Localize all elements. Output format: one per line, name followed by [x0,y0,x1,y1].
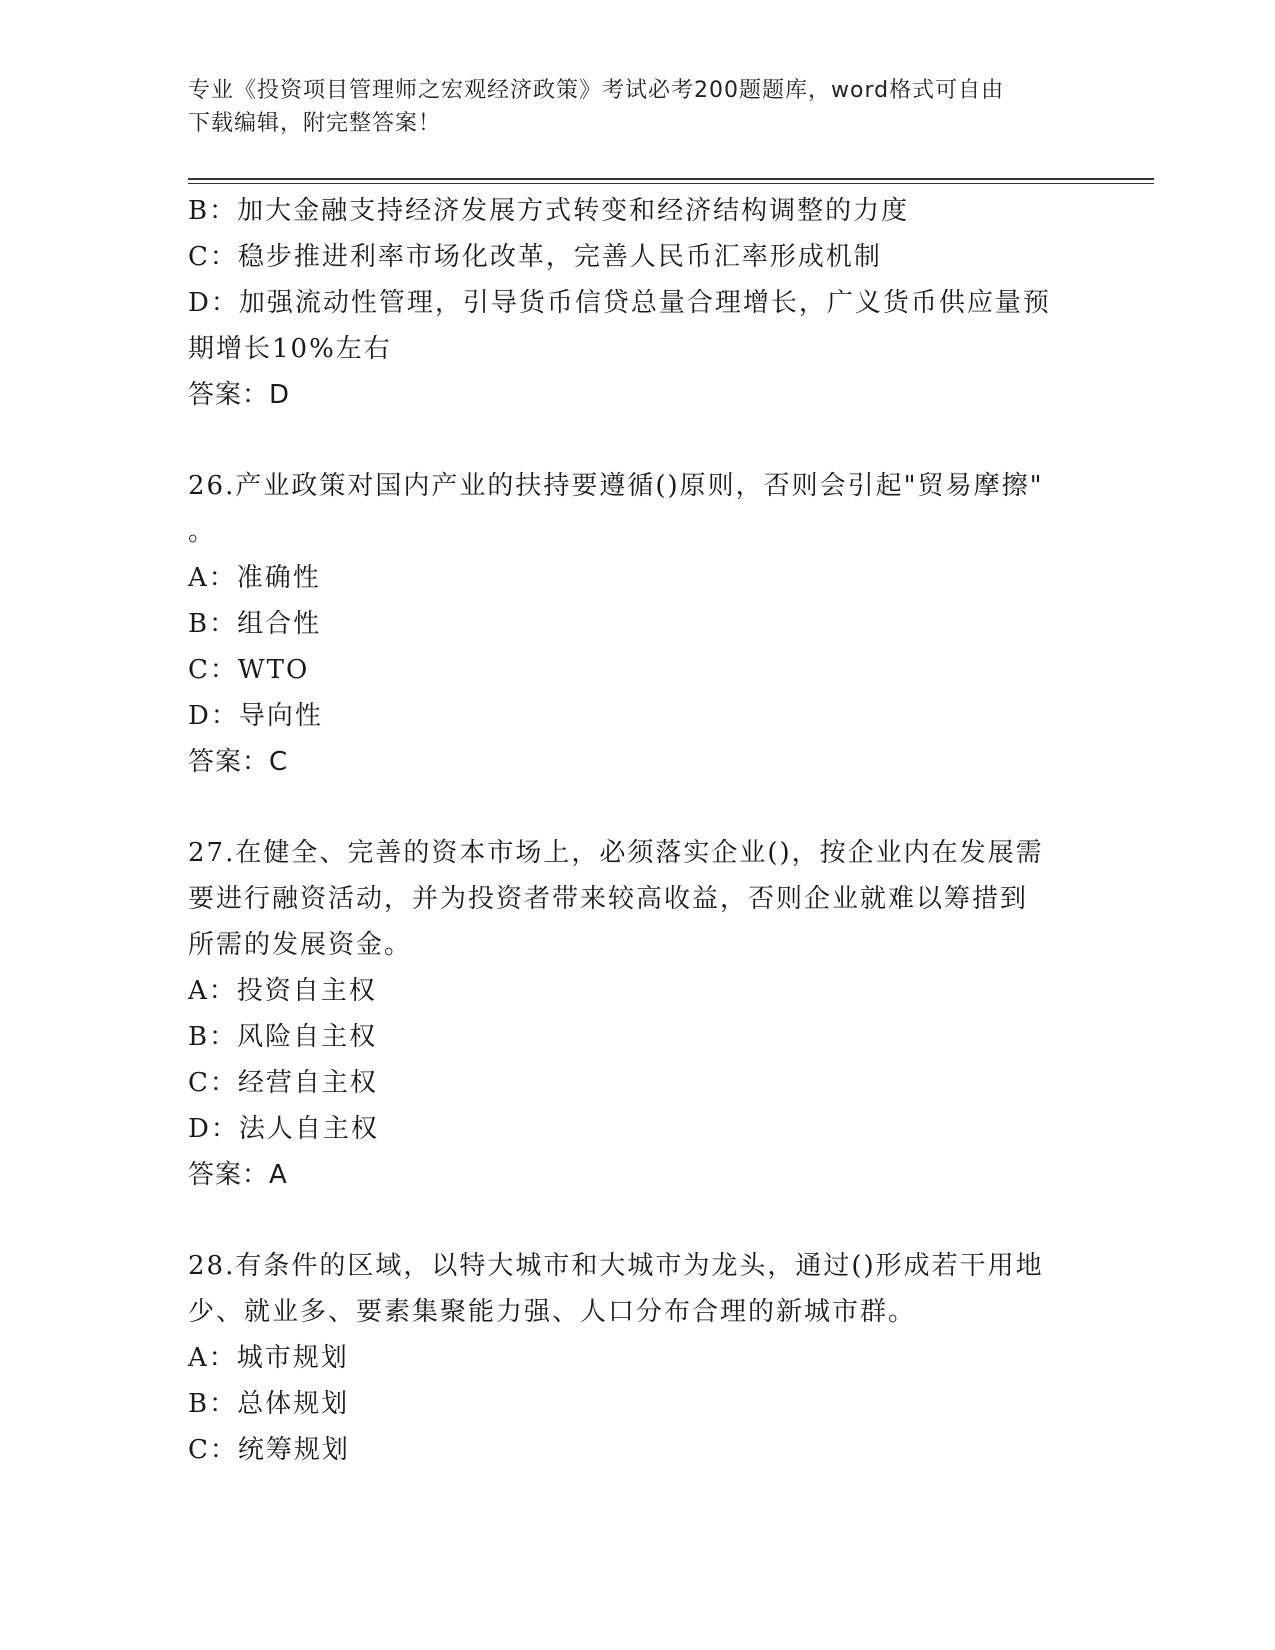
question-26 [188,463,1088,785]
answer: 答案：A [188,1160,288,1190]
option-d-line-1: D：加强流动性管理，引导货币信贷总量合理增长，广义货币供应量预 [188,288,1051,318]
header-divider-thick [188,178,1154,180]
option-d: D：法人自主权 [188,1114,379,1144]
option-d: D：导向性 [188,701,323,731]
question-stem-line-2: 。 [188,517,217,547]
question-27 [188,830,1088,1198]
option-a: A：准确性 [188,563,321,593]
spacer [188,418,1088,463]
option-c: C：经营自主权 [188,1068,378,1098]
option-b: B：风险自主权 [188,1022,378,1052]
spacer [188,1198,1088,1243]
option-a: A：城市规划 [188,1343,349,1373]
header-divider-thin [188,183,1154,184]
option-d-line-2: 期增长10%左右 [188,334,392,364]
question-28 [188,1243,1088,1473]
question-stem-line-1: 26.产业政策对国内产业的扶持要遵循()原则，否则会引起"贸易摩擦" [188,471,1044,501]
option-b: B：组合性 [188,609,322,639]
answer: 答案：C [188,747,289,777]
question-stem-line-3: 所需的发展资金。 [188,930,413,960]
document-header [188,74,1088,140]
question-25 [188,188,1088,418]
option-b: B：总体规划 [188,1389,350,1419]
option-a: A：投资自主权 [188,976,377,1006]
question-stem-line-2: 要进行融资活动，并为投资者带来较高收益，否则企业就难以筹措到 [188,884,1029,914]
spacer [188,785,1088,830]
question-stem-line-2: 少、就业多、要素集聚能力强、人口分布合理的新城市群。 [188,1297,917,1327]
header-line-2: 下载编辑，附完整答案！ [188,111,442,136]
option-c: C：稳步推进利率市场化改革，完善人民币汇率形成机制 [188,242,882,272]
question-stem-line-1: 27.在健全、完善的资本市场上，必须落实企业()，按企业内在发展需 [188,838,1044,868]
option-c: C：WTO [188,655,310,685]
question-stem-line-1: 28.有条件的区域，以特大城市和大城市为龙头，通过()形成若干用地 [188,1251,1044,1281]
option-b: B：加大金融支持经济发展方式转变和经济结构调整的力度 [188,196,910,226]
question-list [188,188,1088,1473]
answer: 答案：D [188,380,291,410]
header-line-1: 专业《投资项目管理师之宏观经济政策》考试必考200题题库，word格式可自由 [188,78,1005,103]
option-c: C：统筹规划 [188,1435,350,1465]
